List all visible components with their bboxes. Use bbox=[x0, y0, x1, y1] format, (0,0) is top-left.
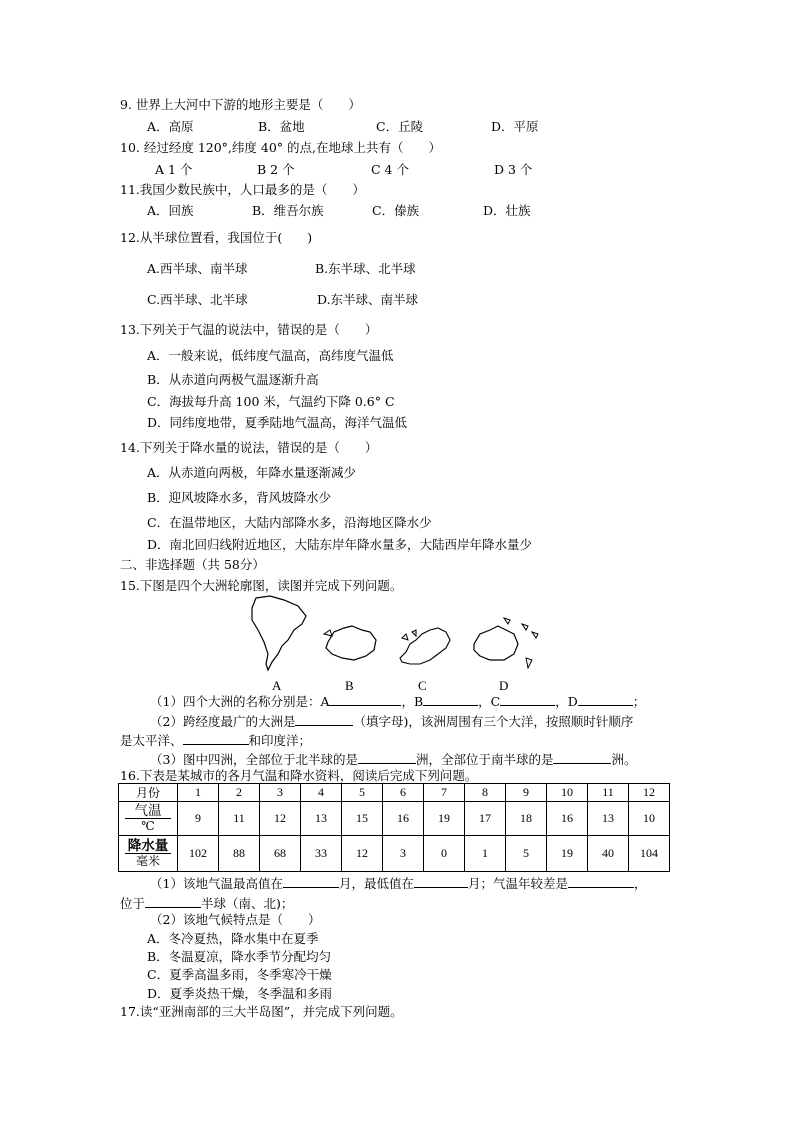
table-cell: 6 bbox=[383, 784, 424, 802]
q12-option-b: B.东半球、北半球 bbox=[315, 261, 416, 276]
map-label-c: C bbox=[418, 678, 427, 693]
table-cell: 68 bbox=[260, 836, 301, 872]
table-cell: 5 bbox=[342, 784, 383, 802]
q16-part1-text: 月，最低值在 bbox=[338, 876, 414, 891]
answer-blank-hemisphere[interactable] bbox=[145, 896, 201, 908]
table-cell: 7 bbox=[424, 784, 465, 802]
table-cell: 2 bbox=[219, 784, 260, 802]
q15-stem: 15.下图是四个大洲轮廓图，读图并完成下列问题。 bbox=[120, 578, 403, 593]
table-cell: 0 bbox=[424, 836, 465, 872]
continent-a-outline bbox=[248, 594, 310, 674]
table-cell: 9 bbox=[178, 802, 219, 836]
table-cell: 3 bbox=[260, 784, 301, 802]
q10-option-a: A 1 个 bbox=[155, 162, 193, 177]
q15-part2-text: 和印度洋； bbox=[248, 733, 312, 748]
table-cell: 19 bbox=[547, 836, 588, 872]
rain-label: 降水量 bbox=[125, 838, 171, 854]
table-cell: 88 bbox=[219, 836, 260, 872]
q13-option-c: C．海拔每升高 100 米，气温约下降 0.6° C bbox=[147, 394, 395, 409]
q16-part1-text: ， bbox=[634, 876, 647, 891]
q11-option-d: D．壮族 bbox=[483, 203, 531, 218]
continent-d-outline bbox=[468, 614, 548, 670]
q10-option-c: C 4 个 bbox=[371, 162, 409, 177]
answer-blank-widest[interactable] bbox=[295, 714, 353, 726]
q16-part1-cont bbox=[120, 896, 293, 911]
q11-option-a: A．回族 bbox=[147, 203, 194, 218]
table-header-month: 月份 bbox=[119, 784, 178, 802]
q12-option-d: D.东半球、南半球 bbox=[317, 292, 419, 307]
answer-blank-south[interactable] bbox=[553, 752, 611, 764]
q15-part3-text: （3）图中四洲，全部位于北半球的是 bbox=[150, 752, 358, 767]
q12-option-c: C.西半球、北半球 bbox=[147, 292, 248, 307]
q16-stem: 16.下表是某城市的各月气温和降水资料，阅读后完成下列问题。 bbox=[120, 768, 478, 783]
table-cell: 12 bbox=[342, 836, 383, 872]
q14-option-c: C．在温带地区，大陆内部降水多，沿海地区降水少 bbox=[147, 515, 432, 530]
continent-c-outline bbox=[396, 624, 454, 668]
table-cell: 15 bbox=[342, 802, 383, 836]
q9-option-d: D．平原 bbox=[491, 119, 539, 134]
table-cell: 9 bbox=[506, 784, 547, 802]
table-cell: 4 bbox=[301, 784, 342, 802]
climate-table bbox=[118, 783, 670, 872]
table-cell: 1 bbox=[465, 836, 506, 872]
q14-stem: 14.下列关于降水量的说法，错误的是（ ） bbox=[120, 440, 378, 455]
q15-part1-text: ，C bbox=[478, 694, 501, 709]
answer-blank-ocean[interactable] bbox=[183, 733, 249, 745]
table-cell: 13 bbox=[588, 802, 629, 836]
answer-blank-north[interactable] bbox=[358, 752, 416, 764]
table-row-precipitation bbox=[119, 836, 670, 872]
table-cell: 40 bbox=[588, 836, 629, 872]
q15-part3 bbox=[150, 752, 637, 767]
table-cell: 8 bbox=[465, 784, 506, 802]
table-cell: 13 bbox=[301, 802, 342, 836]
map-label-a: A bbox=[272, 678, 282, 693]
q9-option-b: B．盆地 bbox=[258, 119, 305, 134]
q16-part1 bbox=[150, 876, 647, 891]
q16-part1-text: （1）该地气温最高值在 bbox=[150, 876, 283, 891]
answer-blank-max-month[interactable] bbox=[283, 876, 339, 888]
answer-blank-c[interactable] bbox=[500, 694, 555, 706]
q12-stem: 12.从半球位置看，我国位于( ) bbox=[120, 230, 313, 245]
answer-blank-a[interactable] bbox=[329, 694, 401, 706]
answer-blank-d[interactable] bbox=[578, 694, 633, 706]
q13-option-a: A．一般来说，低纬度气温高，高纬度气温低 bbox=[147, 348, 394, 363]
q16-option-a: A．冬冷夏热，降水集中在夏季 bbox=[147, 931, 319, 946]
table-cell: 5 bbox=[506, 836, 547, 872]
q16-option-b: B．冬温夏凉，降水季节分配均匀 bbox=[147, 949, 332, 964]
answer-blank-range[interactable] bbox=[568, 876, 634, 888]
table-row-temperature bbox=[119, 802, 670, 836]
table-cell: 33 bbox=[301, 836, 342, 872]
q9-stem: 9. 世界上大河中下游的地形主要是（ ） bbox=[120, 97, 361, 112]
section-heading: 二、非选择题（共 58分） bbox=[120, 557, 265, 572]
q10-option-b: B 2 个 bbox=[257, 162, 295, 177]
rain-unit: 毫米 bbox=[135, 854, 160, 868]
map-label-d: D bbox=[499, 678, 509, 693]
q15-part2 bbox=[150, 714, 633, 729]
q15-part2-text: （2）跨经度最广的大洲是 bbox=[150, 714, 296, 729]
q13-stem: 13.下列关于气温的说法中，错误的是（ ） bbox=[120, 322, 378, 337]
answer-blank-min-month[interactable] bbox=[414, 876, 468, 888]
q11-option-b: B．维吾尔族 bbox=[252, 203, 324, 218]
q15-part2-text: 是太平洋、 bbox=[120, 733, 183, 748]
table-row-months bbox=[119, 784, 670, 802]
table-header-temp bbox=[119, 802, 178, 836]
table-cell: 3 bbox=[383, 836, 424, 872]
q16-option-d: D．夏季炎热干燥，冬季温和多雨 bbox=[147, 986, 333, 1001]
temp-label: 气温 bbox=[125, 803, 171, 819]
q15-part2-cont bbox=[120, 733, 311, 748]
q16-option-c: C．夏季高温多雨，冬季寒冷干燥 bbox=[147, 967, 332, 982]
q15-part3-text: 洲。 bbox=[611, 752, 637, 767]
q14-option-b: B．迎风坡降水多，背风坡降水少 bbox=[147, 490, 332, 505]
q16-part1-text: 半球（南、北)； bbox=[201, 896, 294, 911]
table-cell: 10 bbox=[629, 802, 670, 836]
q15-part1-text: ，B bbox=[401, 694, 424, 709]
answer-blank-b[interactable] bbox=[423, 694, 478, 706]
q13-option-b: B．从赤道向两极气温逐渐升高 bbox=[147, 372, 319, 387]
q16-part1-text: 位于 bbox=[120, 896, 146, 911]
table-cell: 16 bbox=[383, 802, 424, 836]
q13-option-d: D．同纬度地带，夏季陆地气温高，海洋气温低 bbox=[147, 415, 408, 430]
table-cell: 17 bbox=[465, 802, 506, 836]
q10-stem: 10. 经过经度 120°,纬度 40° 的点,在地球上共有（ ） bbox=[120, 140, 441, 155]
table-cell: 1 bbox=[178, 784, 219, 802]
table-cell: 12 bbox=[260, 802, 301, 836]
q11-stem: 11.我国少数民族中，人口最多的是（ ） bbox=[120, 182, 365, 197]
q12-option-a: A.西半球、南半球 bbox=[147, 261, 248, 276]
map-label-b: B bbox=[345, 678, 354, 693]
q15-part3-text: 洲，全部位于南半球的是 bbox=[415, 752, 554, 767]
q17-stem: 17.读“亚洲南部的三大半岛图”，并完成下列问题。 bbox=[120, 1004, 403, 1019]
q11-option-c: C．傣族 bbox=[372, 203, 420, 218]
table-cell: 18 bbox=[506, 802, 547, 836]
table-cell: 11 bbox=[588, 784, 629, 802]
q10-option-d: D 3 个 bbox=[494, 162, 533, 177]
table-cell: 12 bbox=[629, 784, 670, 802]
q16-part2: （2）该地气候特点是（ ） bbox=[150, 912, 321, 927]
q15-part1-text: ，D bbox=[555, 694, 578, 709]
table-header-rain bbox=[119, 836, 178, 872]
q9-option-c: C．丘陵 bbox=[376, 119, 424, 134]
table-cell: 11 bbox=[219, 802, 260, 836]
q14-option-a: A．从赤道向两极，年降水量逐渐减少 bbox=[147, 465, 357, 480]
temp-unit: ℃ bbox=[141, 819, 155, 833]
table-cell: 104 bbox=[629, 836, 670, 872]
table-cell: 10 bbox=[547, 784, 588, 802]
table-cell: 102 bbox=[178, 836, 219, 872]
table-cell: 19 bbox=[424, 802, 465, 836]
q16-part1-text: 月；气温年较差是 bbox=[467, 876, 568, 891]
q15-part2-text: （填字母)，该洲周围有三个大洋，按照顺时针顺序 bbox=[353, 714, 634, 729]
q15-part1-text: ； bbox=[632, 694, 646, 709]
q15-part1 bbox=[150, 694, 645, 709]
continent-b-outline bbox=[322, 622, 380, 664]
q9-option-a: A．高原 bbox=[147, 119, 194, 134]
q14-option-d: D．南北回归线附近地区，大陆东岸年降水量多，大陆西岸年降水量少 bbox=[147, 537, 533, 552]
table-cell: 16 bbox=[547, 802, 588, 836]
q15-part1-text: （1）四个大洲的名称分别是：A bbox=[150, 694, 330, 709]
